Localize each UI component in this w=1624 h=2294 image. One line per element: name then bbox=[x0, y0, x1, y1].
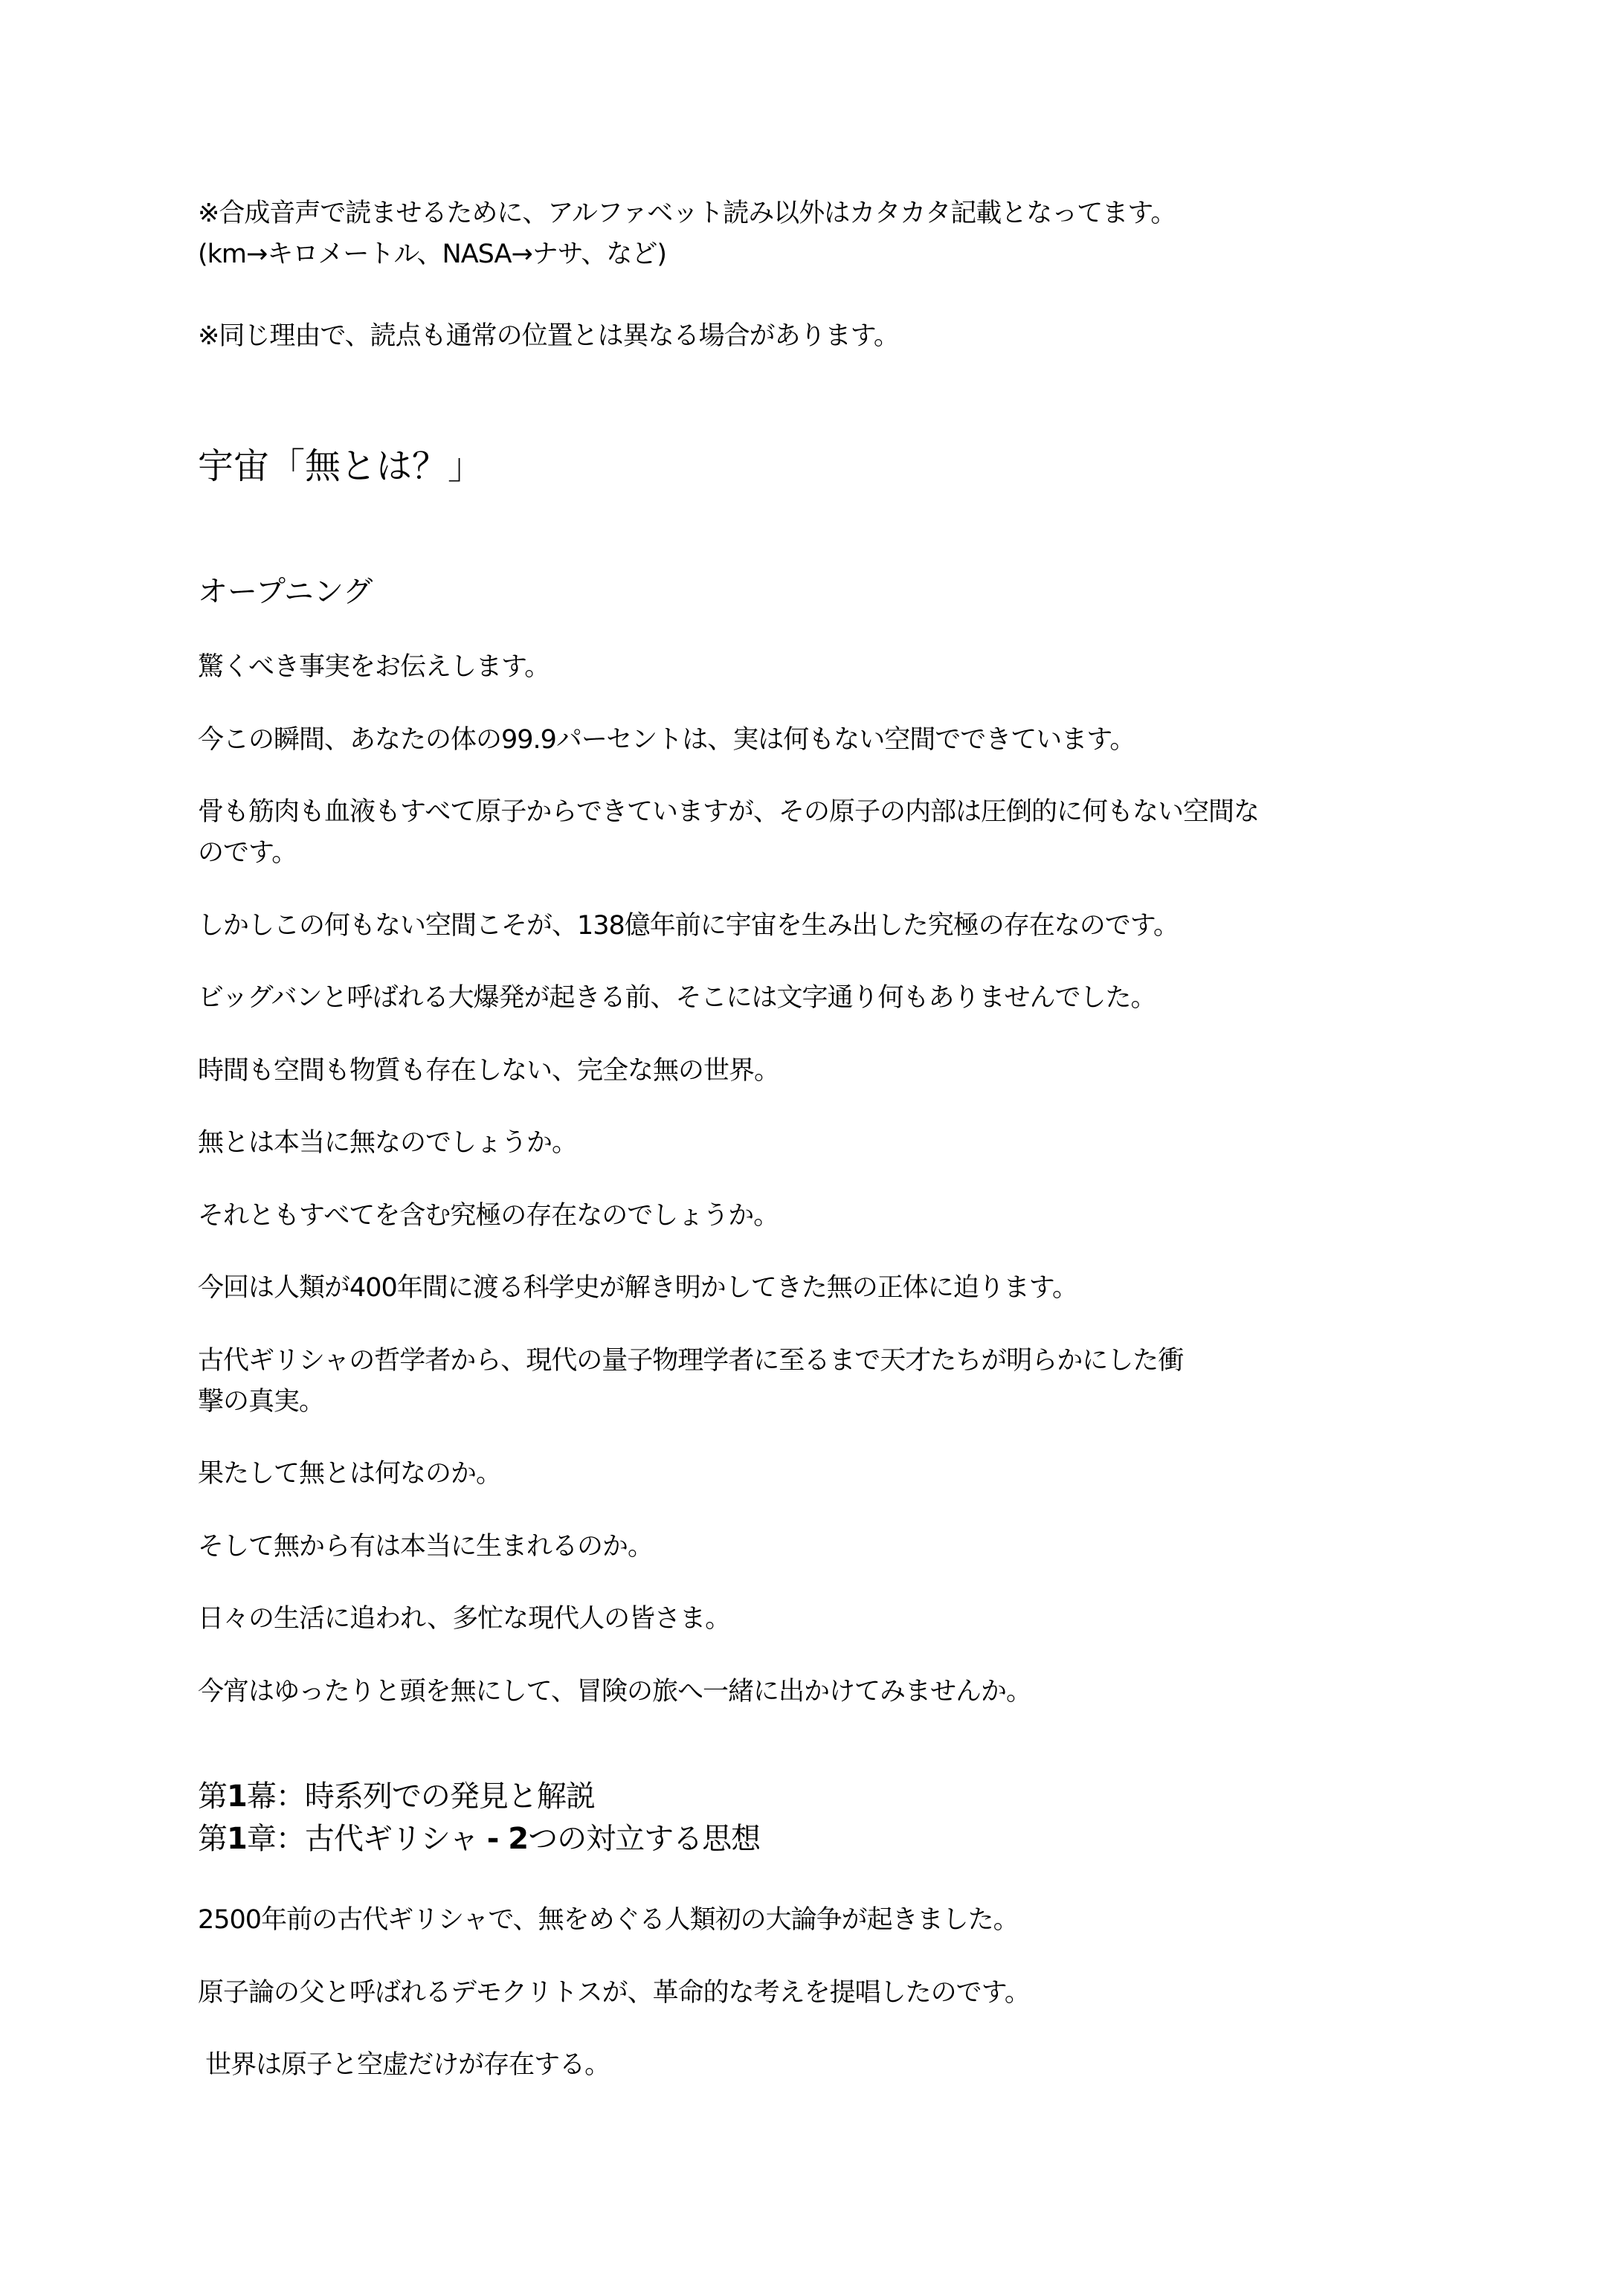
paragraph: そして無から有は本当に生まれるのか。 bbox=[198, 1532, 654, 1562]
act-prefix: 第 bbox=[198, 1779, 227, 1814]
act-title: 幕：時系列での発見と解説 bbox=[246, 1779, 595, 1814]
act-number: 1 bbox=[227, 1779, 247, 1814]
chapter-title-number: - 2 bbox=[486, 1822, 529, 1856]
chapter-title-part2: つの対立する思想 bbox=[528, 1822, 761, 1856]
paragraph: 日々の生活に追われ、多忙な現代人の皆さま。 bbox=[198, 1604, 731, 1634]
paragraph-continuation: のです。 bbox=[198, 838, 297, 868]
paragraph: ビッグバンと呼ばれる大爆発が起きる前、そこには文字通り何もありませんでした。 bbox=[198, 983, 1156, 1013]
paragraph: 骨も筋肉も血液もすべて原子からできていますが、その原子の内部は圧倒的に何もない空間な bbox=[198, 797, 1259, 827]
note-synthetic-voice: ※合成音声で読ませるために、アルファベット読み以外はカタカタ記載となってます。 bbox=[198, 199, 1176, 228]
paragraph: 果たして無とは何なのか。 bbox=[198, 1459, 502, 1489]
paragraph: 2500年前の古代ギリシャで、無をめぐる人類初の大論争が起きました。 bbox=[198, 1905, 1019, 1935]
paragraph: 驚くべき事実をお伝えします。 bbox=[198, 652, 550, 682]
paragraph-quote: 世界は原子と空虚だけが存在する。 bbox=[198, 2050, 610, 2080]
paragraph: 無とは本当に無なのでしょうか。 bbox=[198, 1128, 578, 1158]
section-heading-opening: オープニング bbox=[198, 575, 373, 609]
act-heading bbox=[198, 1777, 595, 1816]
note-examples: (km→キロメートル、NASA→ナサ、など) bbox=[198, 239, 667, 269]
chapter-number: 1 bbox=[227, 1822, 247, 1856]
document-title: 宇宙「無とは？」 bbox=[198, 445, 484, 487]
paragraph-continuation: 撃の真実。 bbox=[198, 1387, 325, 1417]
chapter-title-part1: 章：古代ギリシャ bbox=[246, 1822, 487, 1856]
paragraph: 古代ギリシャの哲学者から、現代の量子物理学者に至るまで天才たちが明らかにした衝 bbox=[198, 1346, 1184, 1376]
chapter-prefix: 第 bbox=[198, 1822, 227, 1856]
paragraph: 今この瞬間、あなたの体の99.9パーセントは、実は何もない空間でできています。 bbox=[198, 725, 1135, 755]
paragraph: 今回は人類が400年間に渡る科学史が解き明かしてきた無の正体に迫ります。 bbox=[198, 1273, 1078, 1303]
paragraph: 原子論の父と呼ばれるデモクリトスが、革命的な考えを提唱したのです。 bbox=[198, 1978, 1030, 2008]
note-punctuation: ※同じ理由で、読点も通常の位置とは異なる場合があります。 bbox=[198, 321, 899, 351]
paragraph: それともすべてを含む究極の存在なのでしょうか。 bbox=[198, 1201, 779, 1231]
paragraph: しかしこの何もない空間こそが、138億年前に宇宙を生み出した究極の存在なのです。 bbox=[198, 911, 1179, 941]
paragraph: 今宵はゆったりと頭を無にして、冒険の旅へ一緒に出かけてみませんか。 bbox=[198, 1677, 1031, 1707]
chapter-heading bbox=[198, 1820, 760, 1858]
paragraph: 時間も空間も物質も存在しない、完全な無の世界。 bbox=[198, 1056, 780, 1086]
